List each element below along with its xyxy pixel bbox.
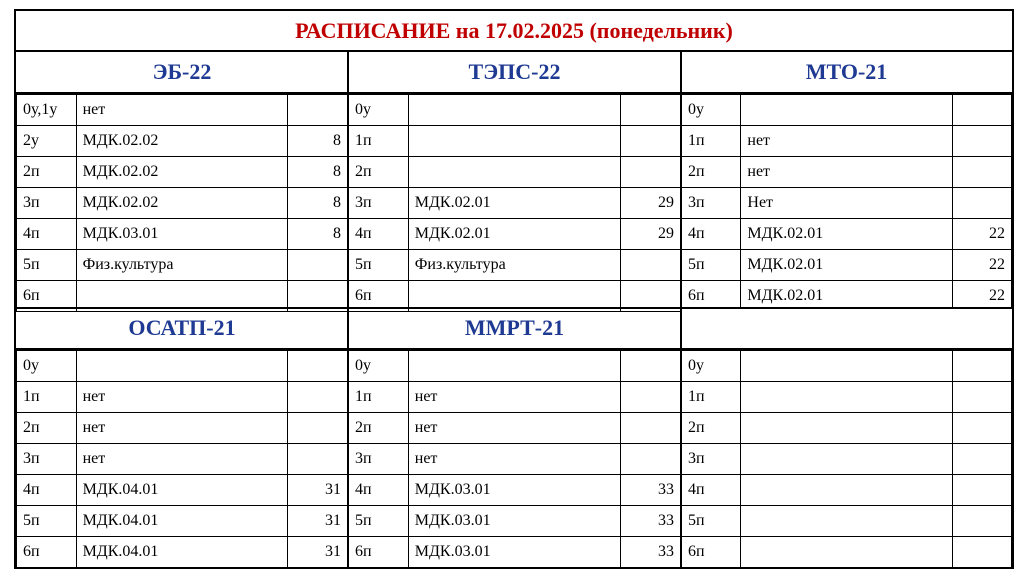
- schedule-table: [16, 350, 348, 568]
- table-row: [349, 506, 681, 537]
- table-row: [17, 95, 348, 126]
- table-row: [17, 126, 348, 157]
- lesson-slot-cell: 3п: [349, 188, 409, 219]
- group-block-empty: [681, 308, 1012, 567]
- room-number-cell: [621, 382, 681, 413]
- lesson-slot-cell: 5п: [682, 506, 741, 537]
- lesson-name-cell: [741, 382, 952, 413]
- lesson-slot-cell: 3п: [682, 444, 741, 475]
- room-number-cell: [952, 188, 1011, 219]
- lesson-slot-cell: 0у,1у: [17, 95, 77, 126]
- room-number-cell: [952, 382, 1011, 413]
- table-row: [17, 250, 348, 281]
- room-number-cell: [621, 413, 681, 444]
- lesson-name-cell: МДК.02.02: [76, 157, 288, 188]
- group-block-mmrt21: [348, 308, 681, 567]
- table-row: [349, 413, 681, 444]
- table-row: [349, 351, 681, 382]
- group-block-osatp21: [16, 308, 348, 567]
- page-title: РАСПИСАНИЕ на 17.02.2025 (понедельник): [16, 11, 1012, 52]
- room-number-cell: [621, 126, 681, 157]
- lesson-name-cell: МДК.02.01: [741, 250, 952, 281]
- lesson-name-cell: [741, 444, 952, 475]
- lesson-slot-cell: 6п: [349, 281, 409, 312]
- lesson-slot-cell: 2п: [17, 413, 77, 444]
- column-divider: [347, 52, 349, 567]
- lesson-slot-cell: 2п: [17, 157, 77, 188]
- table-row: [17, 413, 348, 444]
- room-number-cell: [952, 351, 1011, 382]
- room-number-cell: [952, 95, 1011, 126]
- room-number-cell: [952, 126, 1011, 157]
- room-number-cell: 8: [288, 157, 348, 188]
- room-number-cell: [952, 157, 1011, 188]
- table-row: [17, 537, 348, 568]
- lesson-slot-cell: 2п: [682, 157, 741, 188]
- lesson-slot-cell: 0у: [349, 351, 409, 382]
- lesson-name-cell: МДК.04.01: [76, 475, 288, 506]
- lesson-name-cell: МДК.04.01: [76, 506, 288, 537]
- lesson-name-cell: Физ.культура: [76, 250, 288, 281]
- table-row: [349, 382, 681, 413]
- lesson-slot-cell: 0у: [17, 351, 77, 382]
- lesson-name-cell: МДК.02.02: [76, 188, 288, 219]
- table-row: [682, 351, 1012, 382]
- lesson-name-cell: [741, 506, 952, 537]
- room-number-cell: [621, 95, 681, 126]
- lesson-name-cell: [741, 413, 952, 444]
- table-row: [17, 506, 348, 537]
- room-number-cell: 8: [288, 188, 348, 219]
- lesson-name-cell: нет: [741, 157, 952, 188]
- lesson-slot-cell: 3п: [17, 188, 77, 219]
- lesson-slot-cell: 6п: [17, 281, 77, 312]
- room-number-cell: [621, 444, 681, 475]
- room-number-cell: 31: [288, 475, 348, 506]
- table-row: [349, 188, 681, 219]
- group-title: МТО-21: [681, 52, 1012, 94]
- schedule-table: [16, 94, 348, 312]
- lesson-slot-cell: 0у: [682, 95, 741, 126]
- room-number-cell: [288, 444, 348, 475]
- lesson-name-cell: нет: [76, 95, 288, 126]
- lesson-slot-cell: 3п: [349, 444, 409, 475]
- table-row: [349, 250, 681, 281]
- table-row: [682, 188, 1012, 219]
- room-number-cell: [288, 95, 348, 126]
- room-number-cell: 8: [288, 219, 348, 250]
- group-block-mto21: [681, 52, 1012, 308]
- lesson-slot-cell: 4п: [682, 475, 741, 506]
- lesson-name-cell: нет: [408, 382, 620, 413]
- table-row: [17, 444, 348, 475]
- lesson-slot-cell: 2п: [349, 157, 409, 188]
- lesson-slot-cell: 6п: [17, 537, 77, 568]
- room-number-cell: 31: [288, 537, 348, 568]
- lesson-slot-cell: 4п: [17, 475, 77, 506]
- lesson-slot-cell: 2п: [349, 413, 409, 444]
- lesson-slot-cell: 1п: [682, 126, 741, 157]
- lesson-name-cell: МДК.04.01: [76, 537, 288, 568]
- schedule-table: [348, 94, 681, 312]
- table-row: [349, 95, 681, 126]
- schedule-table: [681, 350, 1012, 568]
- lesson-slot-cell: 4п: [17, 219, 77, 250]
- lesson-name-cell: нет: [76, 382, 288, 413]
- room-number-cell: [288, 413, 348, 444]
- room-number-cell: 22: [952, 219, 1011, 250]
- room-number-cell: 29: [621, 219, 681, 250]
- lesson-name-cell: МДК.02.02: [76, 126, 288, 157]
- lesson-slot-cell: 1п: [349, 126, 409, 157]
- lesson-slot-cell: 5п: [17, 506, 77, 537]
- room-number-cell: [952, 475, 1011, 506]
- table-row: [682, 157, 1012, 188]
- lesson-name-cell: [408, 126, 620, 157]
- group-title: ОСАТП-21: [16, 308, 348, 350]
- lesson-name-cell: [741, 351, 952, 382]
- lesson-slot-cell: 1п: [349, 382, 409, 413]
- lesson-name-cell: [76, 351, 288, 382]
- room-number-cell: 8: [288, 126, 348, 157]
- group-title: ТЭПС-22: [348, 52, 681, 94]
- table-row: [349, 444, 681, 475]
- room-number-cell: 29: [621, 188, 681, 219]
- table-row: [349, 126, 681, 157]
- table-row: [682, 382, 1012, 413]
- room-number-cell: [621, 351, 681, 382]
- table-row: [682, 506, 1012, 537]
- table-row: [17, 157, 348, 188]
- table-row: [17, 219, 348, 250]
- lesson-slot-cell: 4п: [682, 219, 741, 250]
- lesson-slot-cell: 0у: [682, 351, 741, 382]
- lesson-slot-cell: 5п: [682, 250, 741, 281]
- lesson-slot-cell: 3п: [17, 444, 77, 475]
- lesson-name-cell: МДК.03.01: [408, 475, 620, 506]
- lesson-name-cell: нет: [741, 126, 952, 157]
- lesson-slot-cell: 2у: [17, 126, 77, 157]
- table-row: [349, 219, 681, 250]
- lesson-slot-cell: 1п: [17, 382, 77, 413]
- table-row: [349, 475, 681, 506]
- table-row: [682, 537, 1012, 568]
- room-number-cell: [952, 537, 1011, 568]
- room-number-cell: 33: [621, 475, 681, 506]
- lesson-name-cell: МДК.02.01: [741, 281, 952, 312]
- lesson-name-cell: МДК.02.01: [741, 219, 952, 250]
- room-number-cell: 31: [288, 506, 348, 537]
- table-row: [682, 413, 1012, 444]
- group-block-eb22: [16, 52, 348, 308]
- lesson-name-cell: [741, 95, 952, 126]
- table-row: [349, 537, 681, 568]
- lesson-name-cell: нет: [76, 413, 288, 444]
- room-number-cell: [952, 444, 1011, 475]
- schedule-table: [348, 350, 681, 568]
- table-row: [17, 188, 348, 219]
- group-title: [681, 308, 1012, 350]
- table-row: [17, 382, 348, 413]
- lesson-slot-cell: 5п: [349, 250, 409, 281]
- lesson-slot-cell: 6п: [682, 281, 741, 312]
- table-row: [349, 157, 681, 188]
- lesson-slot-cell: 1п: [682, 382, 741, 413]
- room-number-cell: [952, 506, 1011, 537]
- lesson-slot-cell: 6п: [349, 537, 409, 568]
- lesson-slot-cell: 4п: [349, 475, 409, 506]
- schedule-sheet: [14, 9, 1014, 569]
- schedule-table: [681, 94, 1012, 312]
- room-number-cell: [288, 351, 348, 382]
- lesson-name-cell: МДК.02.01: [408, 188, 620, 219]
- table-row: [682, 475, 1012, 506]
- room-number-cell: 22: [952, 250, 1011, 281]
- table-row: [682, 126, 1012, 157]
- lesson-slot-cell: 5п: [349, 506, 409, 537]
- lesson-name-cell: нет: [76, 444, 288, 475]
- lesson-slot-cell: 5п: [17, 250, 77, 281]
- lesson-name-cell: нет: [408, 413, 620, 444]
- room-number-cell: [621, 157, 681, 188]
- lesson-name-cell: [408, 157, 620, 188]
- room-number-cell: [952, 413, 1011, 444]
- room-number-cell: 22: [952, 281, 1011, 312]
- group-title: ЭБ-22: [16, 52, 348, 94]
- lesson-name-cell: МДК.03.01: [76, 219, 288, 250]
- lesson-slot-cell: 6п: [682, 537, 741, 568]
- column-divider: [680, 52, 682, 567]
- lesson-slot-cell: 4п: [349, 219, 409, 250]
- table-row: [682, 219, 1012, 250]
- room-number-cell: [621, 250, 681, 281]
- group-block-teps22: [348, 52, 681, 308]
- table-row: [682, 444, 1012, 475]
- table-row: [17, 351, 348, 382]
- lesson-name-cell: МДК.02.01: [408, 219, 620, 250]
- lesson-slot-cell: 3п: [682, 188, 741, 219]
- room-number-cell: 33: [621, 506, 681, 537]
- group-title: ММРТ-21: [348, 308, 681, 350]
- lesson-slot-cell: 2п: [682, 413, 741, 444]
- room-number-cell: 33: [621, 537, 681, 568]
- lesson-name-cell: [741, 475, 952, 506]
- table-row: [682, 250, 1012, 281]
- lesson-name-cell: [741, 537, 952, 568]
- table-row: [17, 475, 348, 506]
- lesson-name-cell: МДК.03.01: [408, 506, 620, 537]
- lesson-name-cell: Физ.культура: [408, 250, 620, 281]
- row-divider: [16, 307, 1012, 309]
- lesson-slot-cell: 0у: [349, 95, 409, 126]
- lesson-name-cell: Нет: [741, 188, 952, 219]
- lesson-name-cell: [408, 95, 620, 126]
- lesson-name-cell: [408, 351, 620, 382]
- table-row: [682, 95, 1012, 126]
- lesson-name-cell: МДК.03.01: [408, 537, 620, 568]
- room-number-cell: [288, 250, 348, 281]
- room-number-cell: [288, 382, 348, 413]
- lesson-name-cell: нет: [408, 444, 620, 475]
